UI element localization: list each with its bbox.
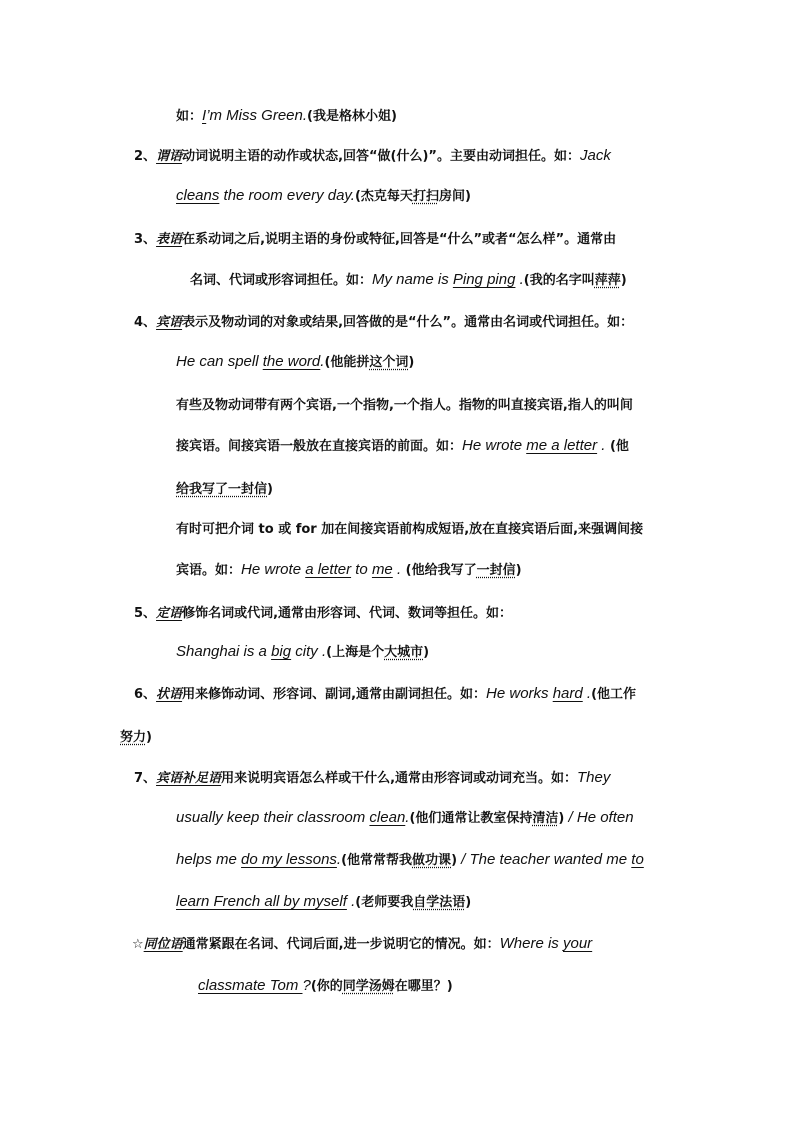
adverbial-line	[134, 684, 636, 705]
grammar-term: 宾语	[156, 315, 183, 330]
grammar-term: 同位语	[143, 937, 183, 952]
definition-text: 通常紧跟在名词、代词后面,进一步说明它的情况。如：	[182, 937, 500, 952]
chinese-translation: 同学汤姆	[342, 979, 395, 994]
english-example: .	[336, 851, 342, 868]
english-example: helps me	[176, 851, 242, 868]
chinese-translation: (他常常帮我	[341, 853, 413, 868]
chinese-translation: (他工作	[591, 687, 637, 702]
attribute-line	[134, 604, 512, 624]
paragraph-text: 有时可把介词 to 或 for 加在间接宾语前构成短语,放在直接宾语后面,来强调间接	[176, 522, 644, 537]
paragraph-text: 接宾语。间接宾语一般放在直接宾语的前面。如：	[176, 439, 463, 454]
complement-example-line	[190, 270, 627, 291]
chinese-translation: (上海是个	[326, 645, 385, 660]
english-example: city .	[291, 643, 327, 660]
chinese-translation: )	[558, 811, 565, 826]
object-paragraph-line	[176, 560, 522, 581]
english-example: .	[515, 271, 524, 288]
paragraph-text: 有些及物动词带有两个宾语,一个指物,一个指人。指物的叫直接宾语,指人的叫间	[176, 398, 633, 413]
english-example: .	[320, 353, 325, 370]
english-example: .	[582, 685, 592, 702]
chinese-translation: 清洁	[532, 811, 559, 826]
definition-text: 在系动词之后,说明主语的身份或特征,回答是“什么”或者“怎么样”。通常由	[182, 232, 617, 247]
definition-text: 用来说明宾语怎么样或干什么,通常由形容词或动词充当。如：	[221, 771, 578, 786]
english-example: do my lessons	[241, 851, 337, 868]
example-label: 如：	[176, 109, 203, 124]
english-example: He wrote	[462, 437, 527, 454]
english-example: He can spell	[176, 353, 263, 370]
chinese-translation: 萍萍	[594, 273, 621, 288]
english-example: / The teacher wanted me	[457, 851, 632, 868]
chinese-translation: )	[408, 355, 415, 370]
english-example: My name is	[372, 271, 453, 288]
appositive-line	[132, 934, 592, 955]
predicate-example-line	[176, 186, 471, 207]
english-example: I	[202, 107, 207, 124]
object-complement-example-line	[176, 850, 644, 871]
english-example: me	[371, 561, 393, 578]
chinese-translation: (他	[605, 439, 629, 454]
chinese-translation: 房间)	[438, 189, 471, 204]
chinese-translation: (老师要我	[355, 895, 414, 910]
item-number: 5、	[134, 606, 157, 621]
item-number: 3、	[134, 232, 157, 247]
english-example: to	[351, 561, 372, 578]
english-example: your	[562, 935, 593, 952]
definition-text: 动词说明主语的动作或状态,回答“做(什么)”。主要由动词担任。如：	[182, 149, 580, 164]
chinese-translation: 努力	[120, 730, 147, 745]
english-example: clean	[369, 809, 406, 826]
chinese-translation: (杰克每天	[354, 189, 413, 204]
english-example: .	[346, 893, 356, 910]
english-example: / He often	[564, 809, 634, 826]
english-example: Jack	[579, 147, 611, 164]
chinese-translation: 在哪里？)	[394, 979, 453, 994]
english-example: Where is	[499, 935, 563, 952]
grammar-term: 状语	[156, 687, 183, 702]
grammar-term: 表语	[156, 232, 183, 247]
english-example: .	[405, 809, 410, 826]
english-example: Shanghai is a	[176, 643, 272, 660]
english-example: ’m Miss Green.	[206, 107, 308, 124]
english-example: usually keep their classroom	[176, 809, 370, 826]
english-example: hard	[552, 685, 583, 702]
english-example: .	[392, 561, 402, 578]
star-icon: ☆	[132, 937, 144, 952]
english-example: Ping ping	[452, 271, 516, 288]
object-paragraph-line	[176, 480, 273, 500]
predicate-line	[134, 146, 611, 167]
object-line	[134, 313, 633, 333]
chinese-translation: )	[620, 273, 627, 288]
item-number: 4、	[134, 315, 157, 330]
object-paragraph-line	[176, 436, 629, 457]
english-example: the word	[262, 353, 321, 370]
english-example: They	[577, 769, 611, 786]
chinese-translation: (我是格林小姐)	[307, 109, 397, 124]
chinese-translation: (我的名字叫	[523, 273, 595, 288]
chinese-translation: (他给我写了	[401, 563, 477, 578]
chinese-translation: 做功课	[412, 853, 452, 868]
chinese-translation: )	[146, 730, 152, 745]
english-example: big	[271, 643, 292, 660]
chinese-translation: 大城市	[384, 645, 424, 660]
paragraph-text: 宾语。如：	[176, 563, 242, 578]
chinese-translation: 打扫	[412, 189, 439, 204]
appositive-example-line	[198, 976, 453, 997]
english-example: to	[631, 851, 644, 868]
object-paragraph-line	[176, 520, 643, 540]
chinese-translation: )	[451, 853, 458, 868]
english-example: a letter	[305, 561, 352, 578]
english-example: ?	[302, 977, 311, 994]
chinese-translation: )	[267, 482, 273, 497]
attribute-example-line	[176, 642, 429, 663]
object-paragraph-line	[176, 396, 633, 416]
english-example: me a letter	[526, 437, 598, 454]
english-example: classmate Tom	[198, 977, 303, 994]
grammar-term: 谓语	[156, 149, 183, 164]
item-number: 2、	[134, 149, 157, 164]
grammar-term: 定语	[156, 606, 183, 621]
object-example-line	[176, 352, 414, 373]
english-example: He wrote	[241, 561, 306, 578]
chinese-translation: 一封信	[476, 563, 516, 578]
english-example: cleans	[176, 187, 220, 204]
english-example: He works	[486, 685, 553, 702]
object-complement-example-line	[176, 892, 471, 913]
definition-text: 用来修饰动词、形容词、副词,通常由副词担任。如：	[182, 687, 487, 702]
definition-text: 名词、代词或形容词担任。如：	[190, 273, 373, 288]
item-number: 6、	[134, 687, 157, 702]
definition-text: 表示及物动词的对象或结果,回答做的是“什么”。通常由名词或代词担任。如：	[182, 315, 634, 330]
item-number: 7、	[134, 771, 157, 786]
english-example: the room every day.	[219, 187, 355, 204]
chinese-translation: )	[423, 645, 430, 660]
grammar-term: 宾语补足语	[156, 771, 222, 786]
object-complement-example-line	[176, 808, 634, 829]
complement-line	[134, 230, 616, 250]
chinese-translation: )	[465, 895, 472, 910]
chinese-translation: (你的	[310, 979, 343, 994]
adverbial-continuation-line	[120, 728, 152, 748]
chinese-translation: )	[515, 563, 522, 578]
english-example: learn French all by myself	[176, 893, 347, 910]
chinese-translation: (他能拼	[324, 355, 370, 370]
object-complement-line	[134, 768, 610, 789]
definition-text: 修饰名词或代词,通常由形容词、代词、数词等担任。如：	[182, 606, 513, 621]
english-example: .	[597, 437, 606, 454]
chinese-translation: 这个词	[369, 355, 409, 370]
chinese-translation: 给我写了一封信	[176, 482, 268, 497]
chinese-translation: (他们通常让教室保持	[409, 811, 533, 826]
subject-example-line	[176, 106, 397, 127]
chinese-translation: 自学法语	[413, 895, 466, 910]
